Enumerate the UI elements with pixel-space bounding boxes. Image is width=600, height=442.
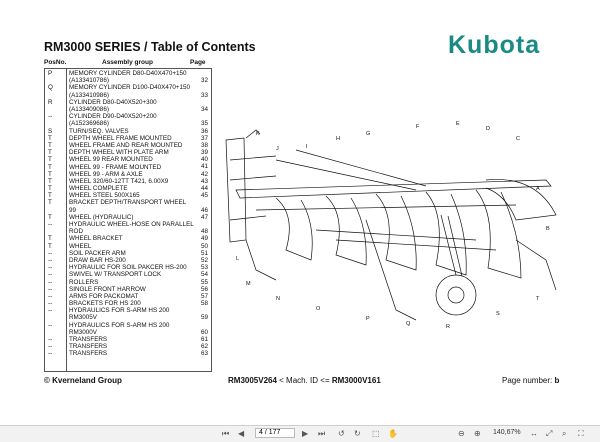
diagram-callout-label: E xyxy=(456,121,460,127)
toc-row-group: WHEEL BRACKET xyxy=(69,235,123,243)
zoom-out-icon[interactable]: ⊖ xyxy=(458,429,465,438)
toc-row-group: HYDRAULICS FOR S-ARM HS 200 RM3005V xyxy=(69,307,170,322)
toc-row-page: 55 xyxy=(200,278,208,286)
toc-row-posno: T xyxy=(48,242,52,250)
toc-row-posno: T xyxy=(48,156,52,164)
toc-row-group: WHEEL 99 REAR MOUNTED xyxy=(69,156,153,164)
zoom-level[interactable]: 140,67% xyxy=(493,429,521,436)
logo-text: Kubota xyxy=(448,31,541,59)
footer-page-value: b xyxy=(554,376,560,385)
toc-row-page: 44 xyxy=(200,185,208,193)
toc-row-page: 43 xyxy=(200,177,208,185)
diagram-callout-label: Q xyxy=(406,321,411,327)
toc-row-page: 37 xyxy=(200,134,208,142)
toc-row-group: TRANSFERS xyxy=(69,343,108,351)
toc-row-posno: Q xyxy=(48,84,53,92)
toc-row-posno: -- xyxy=(48,271,53,279)
toc-row-posno: -- xyxy=(48,113,53,121)
toc-row-posno: T xyxy=(48,163,52,171)
toc-row-posno: -- xyxy=(48,307,53,315)
toc-row-page: 63 xyxy=(200,350,208,358)
toc-row-page: 51 xyxy=(200,249,208,257)
first-page-icon[interactable]: ⏮ xyxy=(222,429,230,438)
toc-row-page: 54 xyxy=(200,271,208,279)
toc-row-page: 35 xyxy=(200,120,208,128)
diagram-callout-label: A xyxy=(536,186,540,192)
toc-row-group: CYLINDER D90-D40X520+200 (A152369686) xyxy=(69,113,157,128)
diagram-callout-label: N xyxy=(276,296,280,302)
toc-row-group: MEMORY CYLINDER D80-D40X470+150 (A133410786) xyxy=(69,70,187,85)
toc-row-posno: -- xyxy=(48,256,53,264)
toc-row-group: SWIVEL W/ TRANSPORT LOCK xyxy=(69,271,162,279)
last-page-icon[interactable]: ⏭ xyxy=(318,429,326,438)
toc-row xyxy=(45,142,211,149)
toc-row-group: ROLLERS xyxy=(69,278,99,286)
rotate-right-icon[interactable]: ↻ xyxy=(354,429,361,438)
toc-row-group: HYDRAULICS FOR S-ARM HS 200 RM3000V xyxy=(69,321,170,336)
diagram-callout-label: K xyxy=(256,131,260,137)
toc-row-page: 41 xyxy=(200,163,208,171)
page-number-input[interactable] xyxy=(255,428,295,438)
toc-row-page: 46 xyxy=(200,206,208,214)
toc-row-group: BRACKET DEPTH/TRANSPORT WHEEL 99 xyxy=(69,199,186,214)
col-header-posno: PosNo. xyxy=(44,59,67,66)
toc-row-group: CYLINDER D80-D40X520+300 (A133409086) xyxy=(69,98,157,113)
col-header-page: Page xyxy=(190,59,206,66)
toc-row-page: 34 xyxy=(200,105,208,113)
toc-row-page: 56 xyxy=(200,285,208,293)
toc-row-group: HYDRAULIC FOR SOIL PAKCER HS-200 xyxy=(69,264,187,272)
toc-row-group: HYDRAULIC WHEEL-HOSE ON PARALLEL ROD xyxy=(69,221,194,236)
toc-row-posno: -- xyxy=(48,221,53,229)
toc-row-posno: T xyxy=(48,199,52,207)
toc-row xyxy=(45,135,211,142)
toc-row xyxy=(45,279,211,286)
toc-row-group: WHEEL STEEL 500X165 xyxy=(69,192,140,200)
toc-row-page: 60 xyxy=(200,328,208,336)
diagram-callout-label: O xyxy=(316,306,321,312)
toc-row-group: TRANSFERS xyxy=(69,336,108,344)
toc-row-group: SINGLE FRONT HARROW xyxy=(69,285,146,293)
diagram-callout-label: B xyxy=(546,226,550,232)
toc-row-page: 47 xyxy=(200,213,208,221)
toc-row-posno: -- xyxy=(48,350,53,358)
toc-row-page: 53 xyxy=(200,264,208,272)
toc-row-page: 48 xyxy=(200,228,208,236)
footer-page-label: Page number: xyxy=(502,376,555,385)
toc-row xyxy=(45,156,211,163)
toc-row-group: WHEEL xyxy=(69,242,92,250)
plough-diagram xyxy=(216,120,572,340)
toc-row xyxy=(45,214,211,221)
diagram-callout-label: I xyxy=(306,144,308,150)
toc-row xyxy=(45,343,211,350)
toc-row xyxy=(45,336,211,343)
toc-row-group: MEMORY CYLINDER D100-D40X470+150 (A133410986) xyxy=(69,84,191,99)
footer-id-from: RM3005V264 xyxy=(228,376,277,385)
toc-row-posno: T xyxy=(48,177,52,185)
diagram-callout-label: F xyxy=(416,124,420,130)
toc-row-page: 49 xyxy=(200,235,208,243)
diagram-callout-label: M xyxy=(246,281,251,287)
footer-machine-id xyxy=(228,376,381,385)
toc-row-page: 57 xyxy=(200,292,208,300)
toc-row-posno: -- xyxy=(48,264,53,272)
footer-page-number xyxy=(502,376,559,385)
toc-row xyxy=(45,178,211,185)
zoom-in-icon[interactable]: ⊕ xyxy=(474,429,481,438)
toc-row-group: DEPTH WHEEL FRAME MOUNTED xyxy=(69,134,172,142)
fit-page-icon[interactable]: ⤢ xyxy=(546,429,553,438)
toc-row-group: DRAW BAR HS-200 xyxy=(69,256,126,264)
toc-row-group: WHEEL COMPLETE xyxy=(69,185,128,193)
toc-row-posno: -- xyxy=(48,292,53,300)
toc-row-posno: -- xyxy=(48,300,53,308)
toc-row-group: SOIL PACKER ARM xyxy=(69,249,126,257)
diagram-callout-label: G xyxy=(366,131,371,137)
diagram-callout-label: R xyxy=(446,324,450,330)
toc-row-posno: -- xyxy=(48,278,53,286)
toc-row-posno: P xyxy=(48,70,53,77)
diagram-callout-label: C xyxy=(516,136,520,142)
toc-row-group: WHEEL FRAME AND REAR MOUNTED xyxy=(69,141,183,149)
footer-id-range: < Mach. ID <= xyxy=(276,376,332,385)
toc-row xyxy=(45,322,211,336)
rotate-left-icon[interactable]: ↺ xyxy=(338,429,345,438)
diagram-callout-label: L xyxy=(236,256,240,262)
toc-row-page: 52 xyxy=(200,256,208,264)
toc-row xyxy=(45,171,211,178)
toc-row-posno: T xyxy=(48,170,52,178)
toc-row-page: 32 xyxy=(200,77,208,85)
toc-row-group: DEPTH WHEEL WITH PLATE ARM xyxy=(69,149,169,157)
toc-row xyxy=(45,70,211,84)
diagram-callout-label: T xyxy=(536,296,540,302)
toc-row-page: 38 xyxy=(200,141,208,149)
pan-tool-icon[interactable]: ✋ xyxy=(388,429,398,438)
toc-row-posno: -- xyxy=(48,249,53,257)
toc-row-posno: -- xyxy=(48,285,53,293)
toc-row-posno: T xyxy=(48,141,52,149)
toc-row xyxy=(45,164,211,171)
toc-row xyxy=(45,99,211,113)
toc-row xyxy=(45,243,211,250)
toc-row xyxy=(45,293,211,300)
toc-row-posno: -- xyxy=(48,321,53,329)
diagram-callout-label: P xyxy=(366,316,370,322)
toc-row xyxy=(45,257,211,264)
toc-row-page: 42 xyxy=(200,170,208,178)
toc-row-posno: T xyxy=(48,149,52,157)
diagram-callout-label: J xyxy=(276,146,279,152)
toc-row-group: TRANSFERS xyxy=(69,350,108,358)
toc-row-page: 50 xyxy=(200,242,208,250)
kubota-logo xyxy=(446,31,562,59)
toc-row xyxy=(45,149,211,156)
toc-row-group: TURN/SEQ. VALVES xyxy=(69,127,129,135)
col-header-assembly-group: Assembly group xyxy=(102,59,153,66)
toc-row xyxy=(45,250,211,257)
toc-row-group: BRACKETS FOR HS 200 xyxy=(69,300,141,308)
toc-row xyxy=(45,185,211,192)
toc-row-posno: T xyxy=(48,192,52,200)
footer-id-to: RM3000V161 xyxy=(331,376,381,385)
toc-row-group: WHEEL 320/60-12TT T421, 6.00X9 xyxy=(69,177,169,185)
toc-row-group: ARMS FOR PACKOMAT xyxy=(69,292,139,300)
diagram-callout-label: S xyxy=(496,311,500,317)
toc-row-group: WHEEL 99 - FRAME MOUNTED xyxy=(69,163,162,171)
toc-rows xyxy=(45,70,211,358)
toc-row-page: 61 xyxy=(200,336,208,344)
toc-row xyxy=(45,199,211,213)
toc-row-posno: S xyxy=(48,127,53,135)
toc-row-posno: -- xyxy=(48,336,53,344)
toc-row-posno: T xyxy=(48,235,52,243)
toc-row-group: WHEEL 99 - ARM & AXLE xyxy=(69,170,143,178)
toc-row-posno: T xyxy=(48,185,52,193)
diagram-callout-label: H xyxy=(336,136,340,142)
toc-row xyxy=(45,128,211,135)
toc-row-group: WHEEL (HYDRAULIC) xyxy=(69,213,134,221)
toc-row-posno: T xyxy=(48,134,52,142)
diagram-callout-label: D xyxy=(486,126,490,132)
toc-row xyxy=(45,221,211,235)
pdf-viewer-toolbar xyxy=(0,425,600,442)
footer-copyright: © Kverneland Group xyxy=(44,376,122,385)
toc-row-page: 59 xyxy=(200,314,208,322)
toc-row xyxy=(45,113,211,127)
toc-row xyxy=(45,192,211,199)
toc-row xyxy=(45,235,211,242)
toc-row-page: 36 xyxy=(200,127,208,135)
next-page-icon[interactable]: ▶ xyxy=(302,429,309,438)
toc-row xyxy=(45,264,211,271)
toc-row xyxy=(45,286,211,293)
toc-row-page: 39 xyxy=(200,149,208,157)
toc-row-posno: T xyxy=(48,213,52,221)
toc-row xyxy=(45,350,211,357)
page-title: RM3000 SERIES / Table of Contents xyxy=(44,40,256,54)
toc-row-page: 45 xyxy=(200,192,208,200)
toc-row-page: 40 xyxy=(200,156,208,164)
toc-row-page: 62 xyxy=(200,343,208,351)
toc-row xyxy=(45,271,211,278)
toc-row-posno: -- xyxy=(48,343,53,351)
toc-row xyxy=(45,307,211,321)
toc-row xyxy=(45,300,211,307)
toc-table xyxy=(44,68,212,372)
toc-row-posno: R xyxy=(48,98,53,106)
fullscreen-icon[interactable]: ⛶ xyxy=(578,429,584,438)
fit-width-icon[interactable]: ↔ xyxy=(530,429,538,438)
toc-row xyxy=(45,84,211,98)
toc-row-page: 58 xyxy=(200,300,208,308)
select-tool-icon[interactable]: ⬚ xyxy=(372,429,380,438)
search-icon[interactable]: ⌕ xyxy=(562,429,567,438)
toc-row-page: 33 xyxy=(200,91,208,99)
prev-page-icon[interactable]: ◀ xyxy=(238,429,245,438)
